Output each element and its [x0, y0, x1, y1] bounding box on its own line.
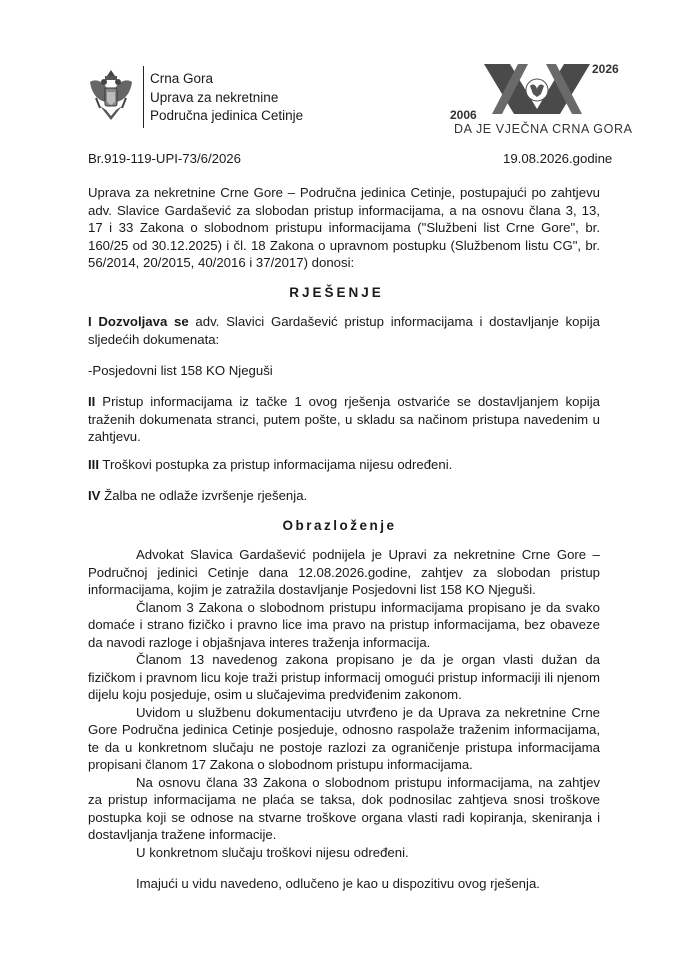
- document-item-text: -Posjedovni list 158 KO Njeguši: [88, 363, 273, 378]
- reasoning-paragraph-4: Uvidom u službenu dokumentaciju utvrđeno je da Uprava za nekretnine Crne Gore Područna jedinica Cetinje posjeduje, odnosno raspolaže traženim informacijama, te da u konkretnom slučaju ne postoje razlozi za ograničenje pristupa informacijama propisani članom 17 Zakona o slobodnom pristupu informacijama.: [88, 704, 600, 772]
- coat-of-arms-icon: [86, 68, 136, 126]
- intro-paragraph: [88, 184, 600, 272]
- item-iii: [88, 456, 600, 474]
- item-iv-label: IV: [88, 488, 101, 503]
- item-i-text: adv. Slavici Gardašević pristup informacijama i dostavljanje kopija sljedećih dokumenata:: [88, 314, 600, 347]
- item-ii-label: II: [88, 394, 96, 409]
- item-i: [88, 313, 600, 348]
- item-ii-text: Pristup informacijama iz tačke 1 ovog rješenja ostvariće se dostavljanjem kopija traženih dokumenata stranci, putem pošte, u skladu sa načinom pristupa navedenim u zahtjevu.: [88, 394, 600, 444]
- anniversary-year-end: 2026: [592, 62, 619, 76]
- anniversary-year-start: 2006: [450, 108, 477, 122]
- item-iii-label: III: [88, 457, 99, 472]
- decision-title: RJEŠENJE: [289, 285, 384, 300]
- item-iii-text: Troškovi postupka za pristup informacijama nijesu određeni.: [99, 457, 453, 472]
- item-ii: [88, 393, 600, 446]
- reasoning-paragraph-7: Imajući u vidu navedeno, odlučeno je kao u dispozitivu ovog rješenja.: [136, 876, 540, 891]
- reference-number: Br.919-119-UPI-73/6/2026: [88, 151, 241, 166]
- reasoning-body: [88, 546, 600, 893]
- reasoning-paragraph-3: Članom 13 navedenog zakona propisano je da je organ vlasti dužan da fizičkom i pravnom licu koje traži pristup informacij omogući pristup informaciji ili njenom dijelu koju posjeduje, osim u slučajevima predviđenim zakonom.: [88, 652, 600, 702]
- reasoning-paragraph-5: Na osnovu člana 33 Zakona o slobodnom pristupu informacijama, na zahtjev za pristup informacijama ne plaća se taksa, dok podnosilac zahtjeva snosi troškove postupka koji se odnose na stvarne troškove organa vlasti radi kopiranja, skeniranja i dostavljanja tražene informacije.: [88, 774, 600, 842]
- document-list-item: [88, 362, 600, 380]
- reasoning-paragraph-2: Članom 3 Zakona o slobodnom pristupu informacijama propisano je da svako domaće i strano fizičko i pravno lice ima pravo na pristup informacijama, bez obaveze da navodi razloge i objašnjava interes traženja informacija.: [88, 599, 600, 650]
- anniversary-motto: DA JE VJEČNA CRNA GORA: [454, 122, 633, 136]
- reasoning-title: Obrazloženje: [282, 518, 397, 533]
- reasoning-paragraph-6: U konkretnom slučaju troškovi nijesu određeni.: [136, 844, 409, 860]
- org-agency: Uprava za nekretnine: [150, 90, 279, 105]
- header-divider: [143, 66, 144, 128]
- document-date: 19.08.2026.godine: [503, 151, 613, 166]
- intro-text: Uprava za nekretnine Crne Gore – Područna jedinica Cetinje, postupajući po zahtjevu adv. Slavice Gardašević za slobodan pristup informacijama, a na osnovu člana 3, 13, 17 i 33 Zakona o slobodnom pristupu informacijama ("Službeni list Crne Gore", br. 160/25 od 30.12.2025) i čl. 18 Zakona o upravnom postupku (Službenom listu CG", br. 56/2014, 20/2015, 40/2016 i 37/2017) donosi:: [88, 185, 600, 270]
- org-country: Crna Gora: [150, 71, 214, 86]
- org-unit: Područna jedinica Cetinje: [150, 108, 304, 123]
- item-iv-text: Žalba ne odlaže izvršenje rješenja.: [100, 488, 308, 503]
- item-i-label: I Dozvoljava se: [88, 314, 189, 329]
- reasoning-paragraph-1: Advokat Slavica Gardašević podnijela je Upravi za nekretnine Crne Gore – Područnoj jedinici Cetinje dana 12.08.2026.godine, zahtjev za slobodan pristup informacijama, kojim je zatražila dostavljanje Posjedovni list 158 KO Njeguši.: [88, 547, 600, 597]
- item-iv: [88, 487, 600, 505]
- anniversary-logo: [450, 60, 633, 140]
